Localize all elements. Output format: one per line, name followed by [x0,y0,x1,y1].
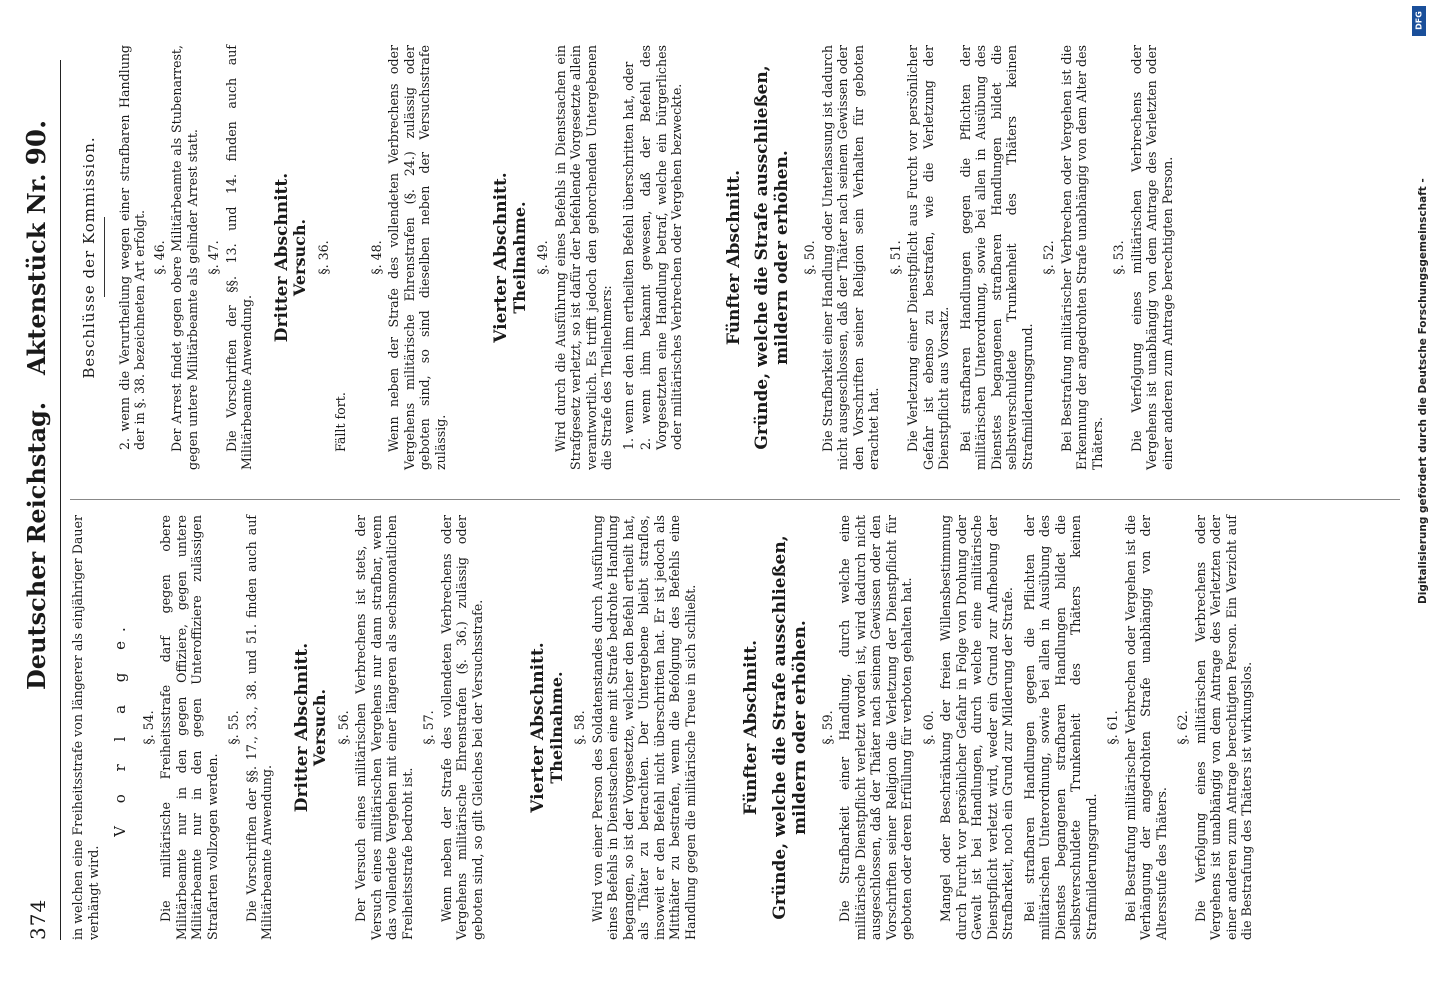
header-document-number: 90. [22,119,52,166]
paragraph-text: Mangel oder Beschränkung der freien Willensbestimmung durch Furcht vor persönlicher Gefahr in Folge von Drohung oder Gewalt ist bei Handlungen, durch welche eine militärische Dienstpflicht verletzt wird, weder ein Grund zur Aufhebung der Strafbarkeit, noch ein Grund zur Milderung der Strafe. [938,515,1015,940]
paragraph-heading: §. 56. [335,710,351,745]
header-title: Deutscher Reichstag. [22,401,51,690]
paragraph-heading: §. 54. [140,710,156,745]
paragraph-text: Wird durch die Ausführung eines Befehls in Dienstsachen ein Strafgesetz verletzt, so ist dafür der befehlende Vorgesetzte allein verantwortlich. Es trifft jedoch den gehorchenden Untergebenen die Strafe des Theilnehmers: [552,45,614,470]
digitization-credit [1407,44,1427,604]
section-title: Dritter Abschnitt. [291,642,312,813]
paragraph-heading: §. 50. [802,240,817,275]
page-header [20,60,61,940]
paragraph-heading: §. 48. [368,240,384,275]
paragraph-text: Die militärische Freiheitsstrafe darf gegen obere Militärbeamte nur in den gegen Offiziere, gegen untere Militärbeamte nur in den gegen Unteroffiziere zulässigen Strafarten vollzogen werden. [158,515,220,940]
paragraph-heading: §. 46. [151,240,167,275]
vorlage-title: V o r l a g e. [111,618,129,837]
column-beschluesse [70,45,1181,470]
paragraph-heading: §. 53. [1111,240,1126,275]
column-vorlage [70,515,1261,940]
section-subtitle: Gründe, welche die Strafe ausschließen, mildern oder erhöhen. [769,535,810,920]
dfg-logo: DFG [1412,6,1426,36]
paragraph-text: Die Vorschriften der §§. 17., 33., 38. und 51. finden auch auf Militärbeamte Anwendung. [243,515,274,940]
paragraph-text: Die Vorschriften der §§. 13. und 14. finden auch auf Militärbeamte Anwendung. [223,45,254,470]
header-document-label: Aktenstück Nr. [22,173,51,375]
section-title: Fünfter Abschnitt. [723,169,744,346]
paragraph-heading: §. 51. [887,240,903,275]
paragraph-text: Der Arrest findet gegen obere Militärbeamte als Stubenarrest, gegen untere Militärbeamte als gelinder Arrest statt. [169,45,200,470]
section-title: Vierter Abschnitt. [491,172,511,343]
paragraph-text: Bei strafbaren Handlungen gegen die Pflichten der militärischen Unterordnung, sowie bei allen in Ausübung des Dienstes begangenen strafbaren Handlungen bildet die selbstverschuldete Trunkenheit des Thäters keinen Strafmilderungsgrund. [1021,515,1099,940]
paragraph-heading: §. 55. [226,710,241,745]
paragraph-heading: §. 61. [1105,710,1120,745]
paragraph-text: Der Versuch eines militärischen Verbrechens ist stets, der Versuch eines militärischen Vergehens nur dann strafbar, wenn das vollendete Vergehen mit einer längeren als sechsmonatlichen Freiheitsstrafe bedroht ist. [353,515,415,940]
paragraph-heading: §. 57. [421,710,436,745]
paragraph-text: Die Verfolgung eines militärischen Verbrechens oder Vergehens ist unabhängig von dem Antrage des Verletzten oder einer anderen zum Antrage berechtigten Person. [1128,45,1175,470]
beschluesse-title: Beschlüsse der Kommission. [80,136,98,379]
paragraph-text: Die Strafbarkeit einer Handlung, durch welche eine militärische Dienstpflicht verletzt worden ist, wird dadurch nicht ausgeschlossen, daß der Thäter nach seinem Gewissen oder den Vorschriften seiner Religion die Verletzung der Dienstpflicht für geboten oder deren Erfüllung für verboten gehalten hat. [837,515,914,940]
paragraph-text: Wenn neben der Strafe des vollendeten Verbrechens oder Vergehens militärische Ehrenstrafen (§. 24.) zulässig oder geboten sind, so sind dieselben neben der Versuchsstrafe zulässig. [386,45,448,470]
paragraph-text: Bei strafbaren Handlungen gegen die Pflichten der militärischen Unterordnung, sowie bei allen in Ausübung des Dienstes begangenen strafbaren Handlungen bildet die selbstverschuldete Trunkenheit des Thäters keinen Strafmilderungsgrund. [957,45,1035,470]
digitization-credit-text: Digitalisierung gefördert durch die Deutsche Forschungsgemeinschaft - [1417,178,1429,604]
section-title: Vierter Abschnitt. [528,642,548,813]
list-item: 2. wenn ihm bekannt gewesen, daß der Befehl des Vorgesetzten eine Handlung betraf, welche ein bürgerliches oder militärisches Verbrechen oder Vergehen bezweckte. [638,45,684,450]
title-rule [104,218,105,298]
paragraph-text: Bei Bestrafung militärischer Verbrechen oder Vergehen ist die Erkennung der angedrohten Strafe unabhängig von dem Alter des Thäters. [1058,45,1105,470]
section-title: Fünfter Abschnitt. [741,639,761,816]
paragraph-heading: §. 49. [535,240,550,275]
list-item: 1. wenn er den ihm ertheilten Befehl überschritten hat, oder [620,61,636,450]
intro-text: in welchen eine Freiheitsstrafe von längerer als einjähriger Dauer verhängt wird. [70,515,101,940]
section-subtitle: Versuch. [290,218,309,297]
paragraph-text: Fällt fort. [333,392,348,452]
paragraph-heading: §. 59. [819,710,835,745]
paragraph-heading: §. 62. [1175,710,1190,745]
section-subtitle: Gründe, welche die Strafe ausschließen, mildern oder erhöhen. [752,65,792,450]
page-number: 374 [26,898,50,940]
paragraph-text: Bei Bestrafung militärischer Verbrechen oder Vergehen ist die Verhängung der angedrohten Strafe unabhängig von der Altersstufe des Thäters. [1122,515,1169,940]
paragraph-text: Die Verletzung einer Dienstpflicht aus Furcht vor persönlicher Gefahr ist ebenso zu bestrafen, wie die Verletzung der Dienstpflicht aus Vorsatz. [905,45,951,470]
paragraph-heading: §. 58. [572,710,587,745]
list-item: 2. wenn die Verurtheilung wegen einer strafbaren Handlung der in §. 38. bezeichneten Art erfolgt. [116,45,147,450]
section-subtitle: Theilnahme. [509,201,529,314]
paragraph-heading: §. 47. [206,240,221,275]
section-subtitle: Versuch. [310,688,329,767]
paragraph-heading: §. 36. [315,240,331,275]
paragraph-heading: §. 60. [920,710,936,745]
paragraph-text: Wird von einer Person des Soldatenstandes durch Ausführung eines Befehls in Dienstsachen eine mit Strafe bedrohte Handlung begangen, so ist der Vorgesetzte, welcher den Befehl ertheilt hat, als Thäter zu betrachten. Der Untergebene bleibt straflos, insoweit er den Befehl nicht überschritten hat. Er ist jedoch als Mitthäter zu bestrafen, wenn die Befolgung des Befehls eine Handlung gegen die militärische Treue in sich schließt. [589,515,698,940]
paragraph-text: Die Verfolgung eines militärischen Verbrechens oder Vergehens ist unabhängig von dem Antrage des Verletzten oder einer anderen zum Antrage berechtigten Person. Ein Verzicht auf die Bestrafung des Thäters ist wirkungslos. [1192,515,1254,940]
paragraph-text: Wenn neben der Strafe des vollendeten Verbrechens oder Vergehens militärische Ehrenstrafen (§. 36.) zulässig oder geboten sind, so gilt Gleiches bei der Versuchsstrafe. [438,515,485,940]
section-title: Dritter Abschnitt. [271,172,292,343]
paragraph-heading: §. 52. [1041,240,1056,275]
column-divider [70,499,1400,500]
paragraph-text: Die Strafbarkeit einer Handlung oder Unterlassung ist dadurch nicht ausgeschlossen, daß der Thäter nach seinem Gewissen oder den Vorschriften seiner Religion sein Verhalten für geboten erachtet hat. [819,45,881,470]
section-subtitle: Theilnahme. [546,671,566,784]
header-document-ref [22,120,52,375]
